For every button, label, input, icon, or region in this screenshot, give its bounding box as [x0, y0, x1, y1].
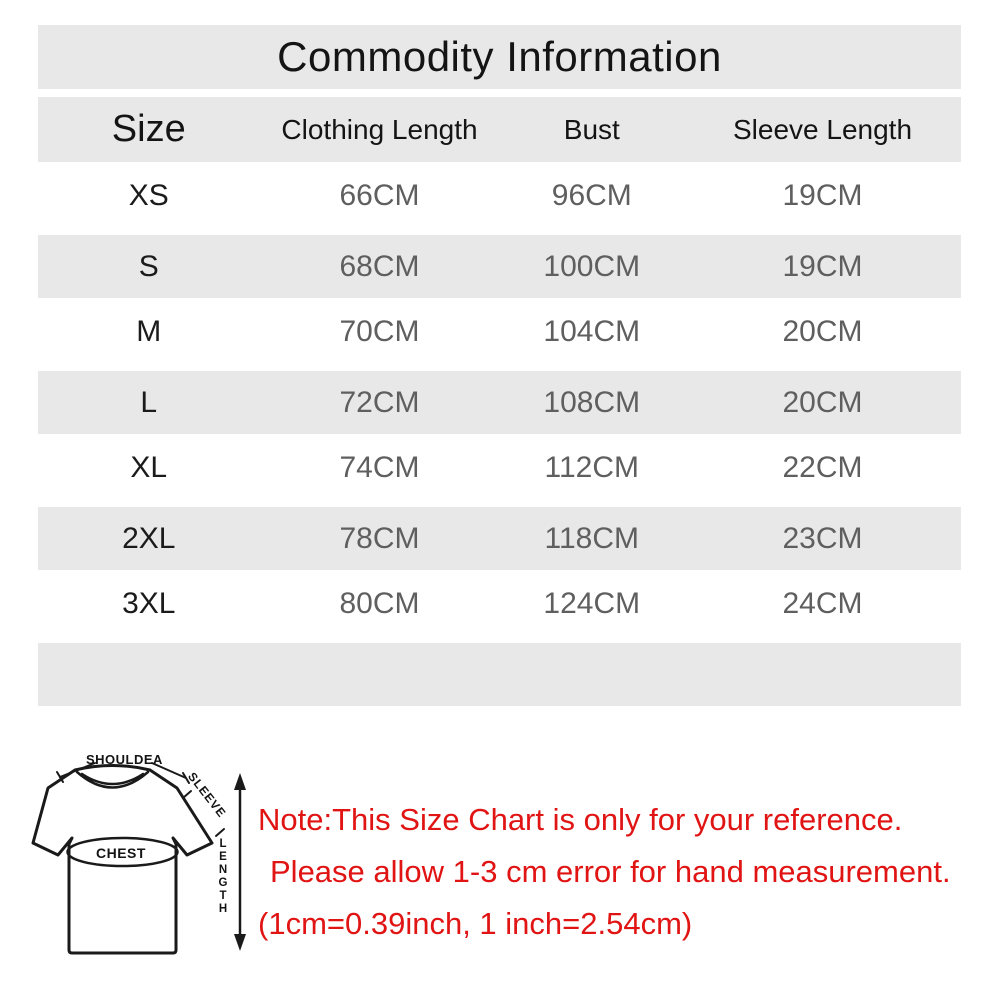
- shoulder-label: SHOULDEA: [86, 752, 163, 767]
- clothing-length-cell: 72CM: [339, 385, 420, 419]
- column-header-size: Size: [111, 108, 186, 150]
- table-row-empty: [38, 638, 961, 706]
- bust-cell: 100CM: [543, 249, 641, 283]
- note-line-2: Please allow 1-3 cm error for hand measurement.: [270, 854, 951, 889]
- sleeve-length-cell: 20CM: [782, 315, 863, 348]
- size-cell: XL: [130, 451, 168, 484]
- sleeve-length-cell: 22CM: [782, 451, 863, 484]
- column-header-bust: Bust: [563, 113, 620, 145]
- sleeve-length-cell: 19CM: [782, 249, 863, 283]
- note-line-1: Note:This Size Chart is only for your reference.: [258, 802, 903, 837]
- sleeve-length-cell: 20CM: [782, 385, 863, 419]
- clothing-length-cell: 78CM: [339, 521, 420, 555]
- clothing-length-cell: 70CM: [339, 315, 420, 348]
- sleeve-length-cell: 19CM: [782, 179, 863, 212]
- table-row-3xl: [38, 570, 961, 638]
- clothing-length-cell: 74CM: [339, 451, 420, 484]
- bust-cell: 108CM: [543, 385, 641, 419]
- sleeve-length-cell: 24CM: [782, 587, 863, 620]
- bust-cell: 96CM: [551, 179, 632, 212]
- length-label: LENGTH: [217, 838, 229, 916]
- chest-label: CHEST: [93, 845, 149, 861]
- table-row-l: [38, 366, 961, 434]
- size-table: [38, 162, 961, 706]
- table-row-s: [38, 230, 961, 298]
- reference-note: [258, 794, 951, 950]
- size-cell: 3XL: [122, 587, 176, 620]
- clothing-length-cell: 68CM: [339, 249, 420, 283]
- table-header-row: [38, 97, 961, 162]
- column-header-clothing-length: Clothing Length: [281, 113, 478, 145]
- clothing-length-cell: 80CM: [339, 587, 420, 620]
- table-row-xl: [38, 434, 961, 502]
- sleeve-label: SLEEVE: [185, 769, 229, 821]
- table-row-2xl: [38, 502, 961, 570]
- size-cell: 2XL: [122, 521, 176, 555]
- length-arrow: [234, 773, 246, 951]
- size-cell: S: [138, 249, 159, 283]
- column-header-sleeve-length: Sleeve Length: [733, 113, 913, 145]
- size-cell: M: [136, 315, 162, 348]
- size-cell: L: [140, 385, 158, 419]
- table-row-xs: [38, 162, 961, 230]
- clothing-length-cell: 66CM: [339, 179, 420, 212]
- bust-cell: 118CM: [544, 521, 640, 555]
- bust-cell: 104CM: [543, 315, 641, 348]
- bust-cell: 112CM: [544, 451, 640, 484]
- tshirt-measure-diagram: [25, 742, 275, 962]
- note-line-3: (1cm=0.39inch, 1 inch=2.54cm): [258, 906, 693, 941]
- size-cell: XS: [128, 179, 169, 212]
- title-bar: [38, 25, 961, 89]
- bust-cell: 124CM: [543, 587, 641, 620]
- sleeve-length-cell: 23CM: [782, 521, 863, 555]
- page-title: Commodity Information: [277, 33, 722, 80]
- table-row-m: [38, 298, 961, 366]
